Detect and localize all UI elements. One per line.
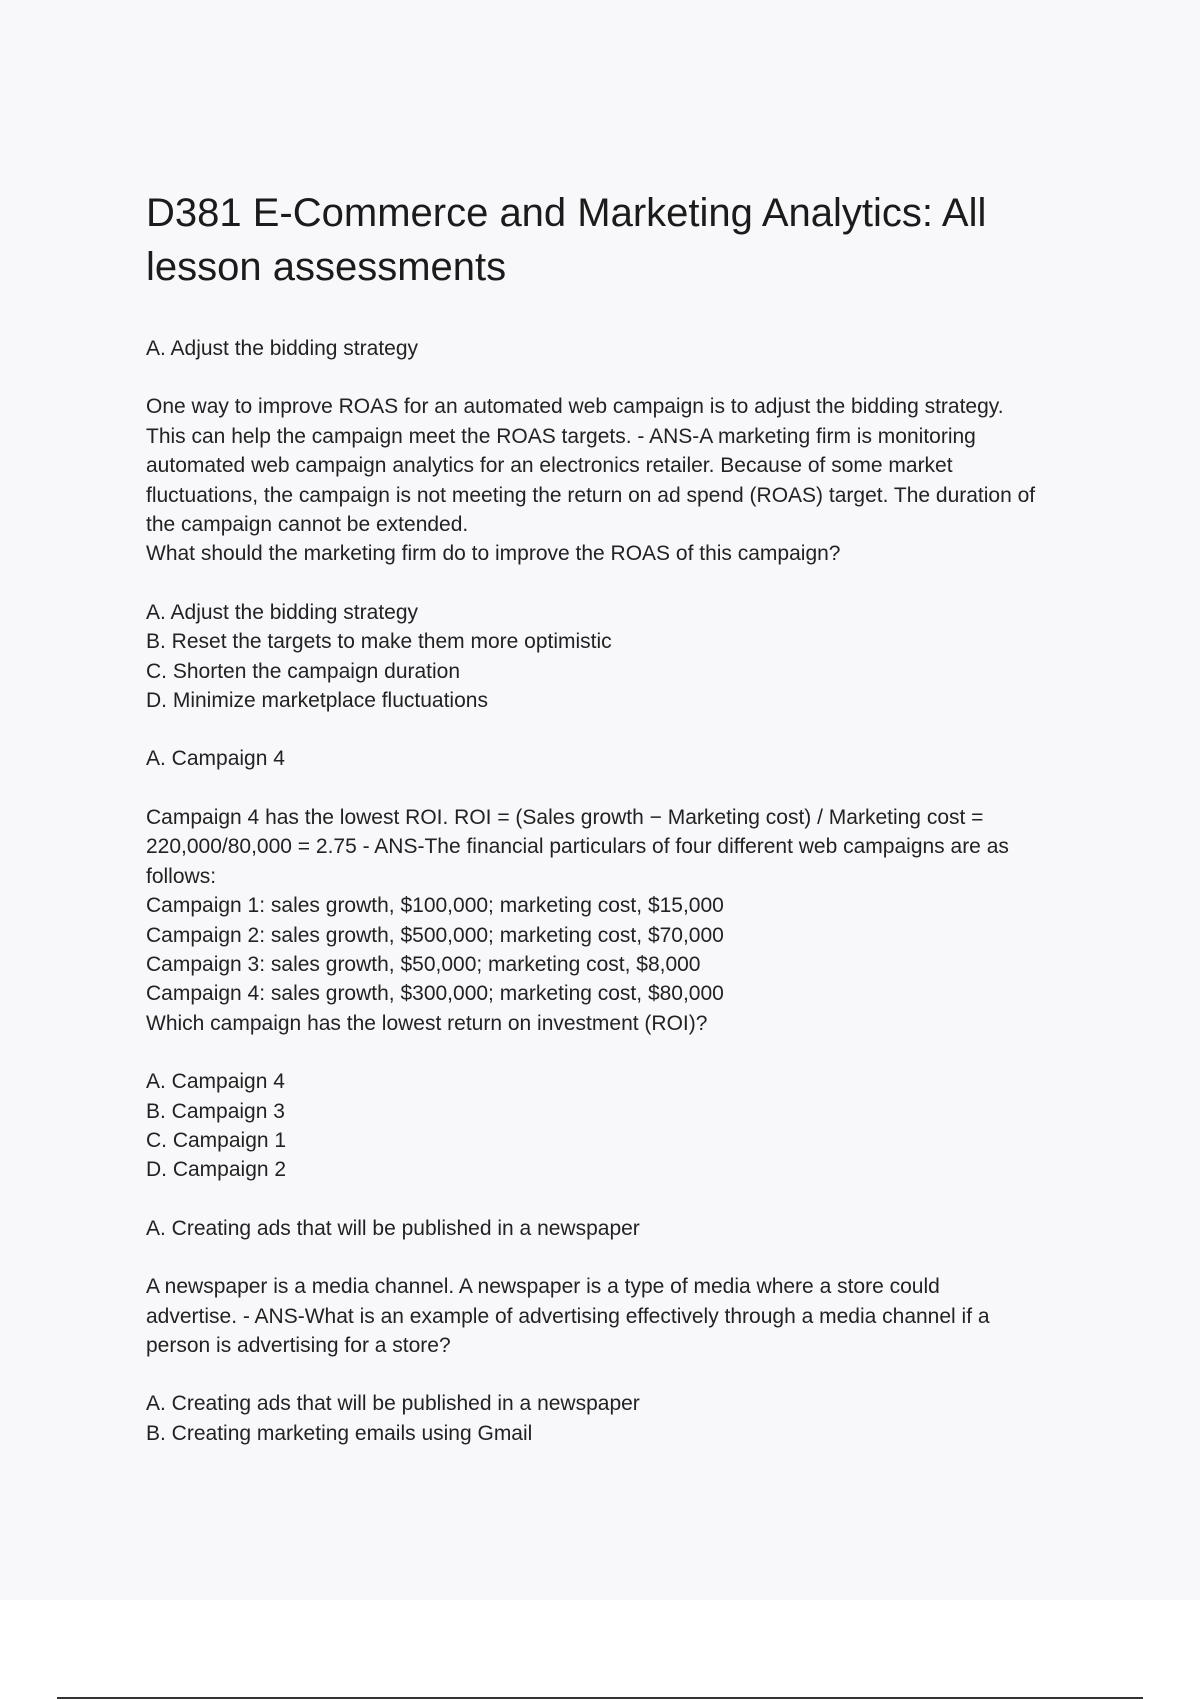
option-item: D. Campaign 2 [146, 1158, 287, 1182]
q2-answer [146, 744, 1096, 773]
answer-text: A. Campaign 4 [146, 747, 285, 771]
option-item: B. Reset the targets to make them more optimistic [146, 630, 612, 654]
explanation-line: Campaign 3: sales growth, $50,000; marketing cost, $8,000 [146, 952, 701, 976]
explanation-line: Campaign 4: sales growth, $300,000; marketing cost, $80,000 [146, 982, 724, 1006]
option-item: C. Campaign 1 [146, 1128, 287, 1152]
explanation-line: One way to improve ROAS for an automated web campaign is to adjust the bidding strategy. [146, 395, 1004, 419]
q2-options [146, 1067, 1096, 1185]
option-item: B. Creating marketing emails using Gmail [146, 1421, 533, 1445]
option-item: A. Campaign 4 [146, 1070, 285, 1094]
option-item: A. Adjust the bidding strategy [146, 600, 419, 624]
q2-explanation [146, 803, 1096, 1038]
document-content [146, 186, 1096, 1477]
option-item: A. Creating ads that will be published in a newspaper [146, 1392, 640, 1416]
explanation-line: 220,000/80,000 = 2.75 - ANS-The financial particulars of four different web campaigns are as [146, 835, 1009, 859]
title-line: lesson assessments [146, 245, 507, 289]
explanation-line: follows: [146, 864, 217, 888]
answer-text: A. Adjust the bidding strategy [146, 337, 419, 360]
explanation-line: advertise. - ANS-What is an example of advertising effectively through a media channel if a [146, 1304, 990, 1328]
q1-options [146, 598, 1096, 716]
question-line: Which campaign has the lowest return on investment (ROI)? [146, 1011, 708, 1035]
q3-explanation [146, 1272, 1096, 1360]
explanation-line: automated web campaign analytics for an electronics retailer. Because of some market [146, 454, 953, 478]
question-line: What should the marketing firm do to improve the ROAS of this campaign? [146, 542, 841, 566]
option-item: C. Shorten the campaign duration [146, 659, 461, 683]
q3-options [146, 1389, 1096, 1448]
q1-answer [146, 334, 1096, 363]
q1-explanation [146, 392, 1096, 568]
question-line: person is advertising for a store? [146, 1333, 451, 1357]
explanation-line: Campaign 4 has the lowest ROI. ROI = (Sales growth − Marketing cost) / Marketing cost = [146, 805, 984, 829]
document-title [146, 186, 1096, 294]
option-item: D. Minimize marketplace fluctuations [146, 689, 488, 713]
bottom-divider [57, 1697, 1143, 1699]
explanation-line: the campaign cannot be extended. [146, 513, 469, 537]
q3-answer [146, 1214, 1096, 1243]
explanation-line: This can help the campaign meet the ROAS targets. - ANS-A marketing firm is monitoring [146, 424, 976, 448]
explanation-line: Campaign 2: sales growth, $500,000; marketing cost, $70,000 [146, 923, 724, 947]
option-item: B. Campaign 3 [146, 1099, 285, 1123]
explanation-line: Campaign 1: sales growth, $100,000; marketing cost, $15,000 [146, 894, 724, 918]
answer-text: A. Creating ads that will be published in a newspaper [146, 1216, 640, 1240]
title-line: D381 E-Commerce and Marketing Analytics: All [146, 191, 987, 235]
explanation-line: fluctuations, the campaign is not meeting the return on ad spend (ROAS) target. The duration of [146, 483, 1036, 507]
explanation-line: A newspaper is a media channel. A newspaper is a type of media where a store could [146, 1275, 940, 1299]
